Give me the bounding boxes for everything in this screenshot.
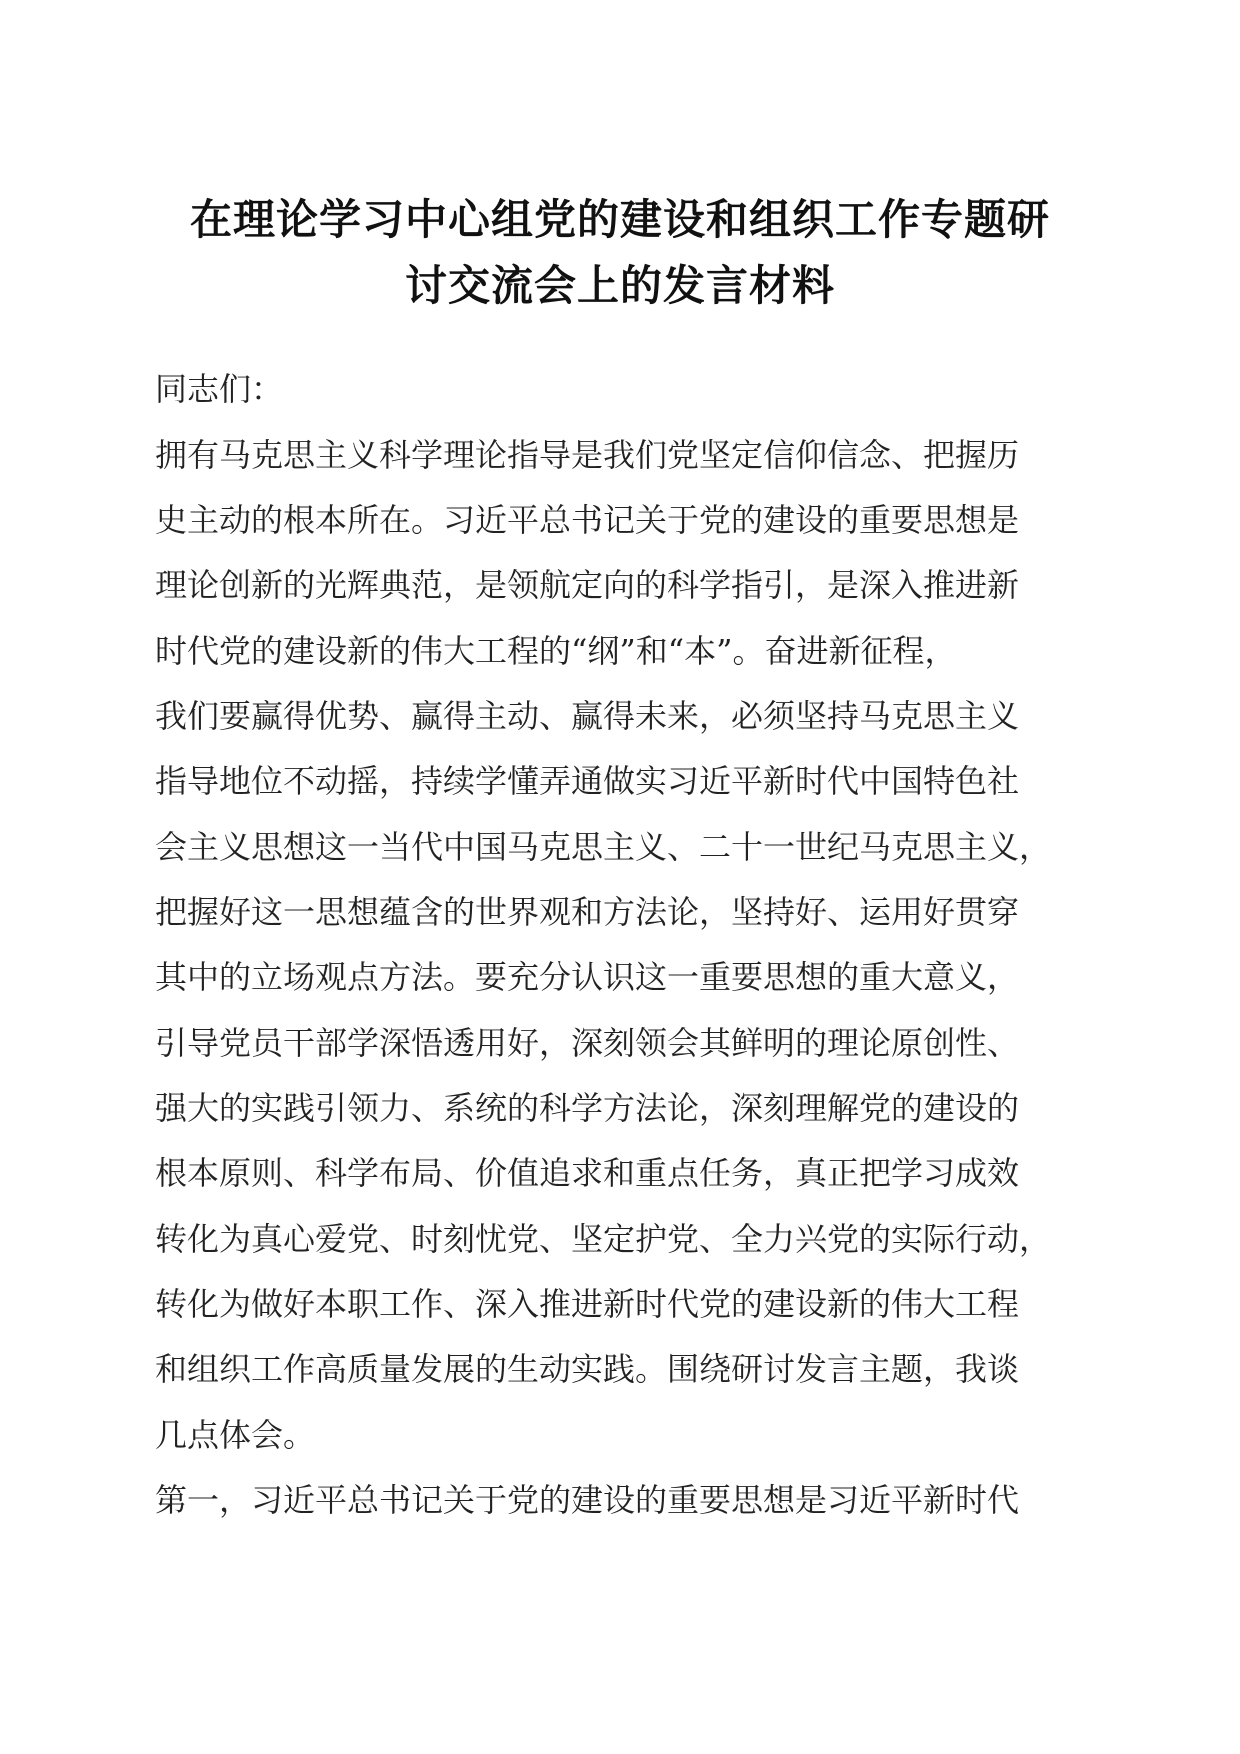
body-line: 指导地位不动摇，持续学懂弄通做实习近平新时代中国特色社 [155,762,1020,800]
body-line: 把握好这一思想蕴含的世界观和方法论，坚持好、运用好贯穿 [155,893,1020,931]
body-line: 史主动的根本所在。习近平总书记关于党的建设的重要思想是 [155,501,1020,539]
body-line: 拥有马克思主义科学理论指导是我们党坚定信仰信念、把握历 [155,436,1020,474]
body-line: 和组织工作高质量发展的生动实践。围绕研讨发言主题，我谈 [155,1350,1020,1388]
body-line: 根本原则、科学布局、价值追求和重点任务，真正把学习成效 [155,1154,1020,1192]
salutation: 同志们： [155,370,284,408]
body-line: 第一，习近平总书记关于党的建设的重要思想是习近平新时代 [155,1481,1020,1519]
document-title-line-2: 讨交流会上的发言材料 [404,261,835,310]
body-line: 转化为做好本职工作、深入推进新时代党的建设新的伟大工程 [155,1285,1020,1323]
document-title-line-1: 在理论学习中心组党的建设和组织工作专题研 [189,195,1050,244]
body-line: 会主义思想这一当代中国马克思主义、二十一世纪马克思主义， [155,828,1052,866]
body-line: 强大的实践引领力、系统的科学方法论，深刻理解党的建设的 [155,1089,1020,1127]
body-line: 几点体会。 [155,1416,316,1454]
body-line: 理论创新的光辉典范，是领航定向的科学指引，是深入推进新 [155,566,1020,604]
body-line: 我们要赢得优势、赢得主动、赢得未来，必须坚持马克思主义 [155,697,1020,735]
body-line: 其中的立场观点方法。要充分认识这一重要思想的重大意义， [155,958,1020,996]
body-line: 引导党员干部学深悟透用好，深刻领会其鲜明的理论原创性、 [155,1024,1020,1062]
body-line: 时代党的建设新的伟大工程的“纲”和“本”。奋进新征程， [155,632,957,670]
body-line: 转化为真心爱党、时刻忧党、坚定护党、全力兴党的实际行动， [155,1220,1052,1258]
